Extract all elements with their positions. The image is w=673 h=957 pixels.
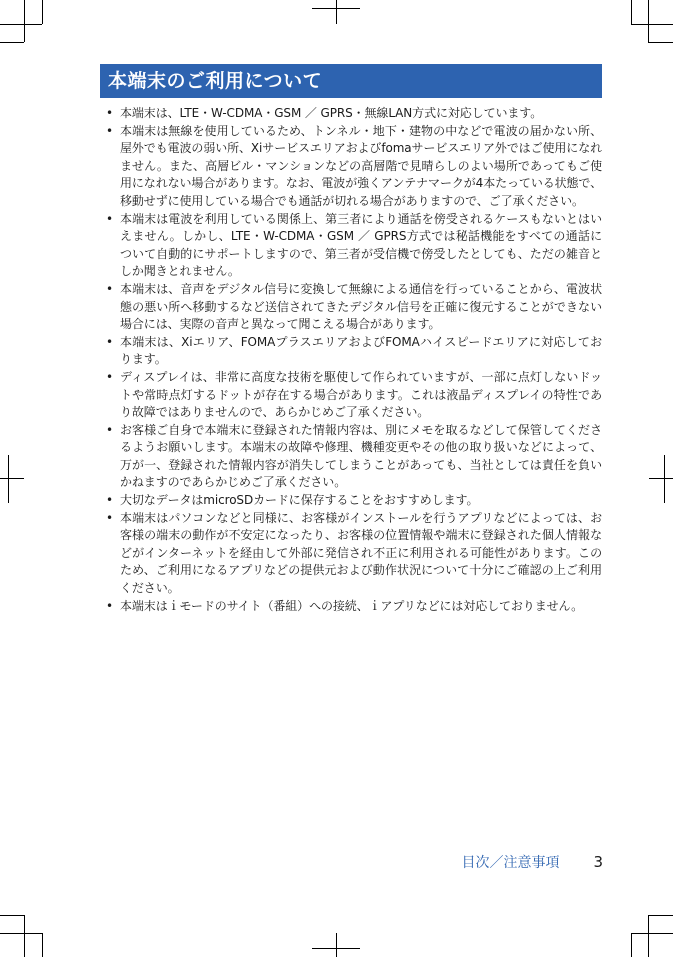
crop-mark bbox=[0, 478, 24, 479]
bullet-icon: • bbox=[106, 211, 113, 226]
crop-mark bbox=[648, 0, 649, 42]
bullet-icon: • bbox=[106, 334, 113, 349]
notes-list bbox=[100, 105, 602, 615]
crop-mark bbox=[631, 0, 632, 24]
crop-mark bbox=[42, 933, 43, 957]
crop-mark bbox=[336, 933, 337, 957]
list-item bbox=[100, 422, 602, 492]
list-item-text: 本端末はｉモードのサイト（番組）への接続、ｉアプリなどには対応しておりません。 bbox=[120, 598, 584, 613]
list-item bbox=[100, 334, 602, 369]
list-item bbox=[100, 510, 602, 598]
crop-mark bbox=[0, 24, 42, 25]
bullet-icon: • bbox=[106, 369, 113, 384]
bullet-icon: • bbox=[106, 106, 113, 120]
crop-mark bbox=[0, 42, 24, 43]
list-item-text: 本端末は、音声をデジタル信号に変換して無線による通信を行っていることから、電波状態の悪い所へ移動するなど送信されてきたデジタル信号を正確に復元することができない場合には、実際の音声と異なって聞こえる場合があります。 bbox=[120, 281, 602, 332]
list-item-text: ディスプレイは、非常に高度な技術を駆使して作られていますが、一部に点灯しないドットや常時点灯するドットが存在する場合があります。これは液晶ディスプレイの特性であり故障ではありませんので、あらかじめご了承ください。 bbox=[120, 369, 602, 420]
list-item-text: お客様ご自身で本端末に登録された情報内容は、別にメモを取るなどして保管してくださるようお願いします。本端末の故障や修理、機種変更やその他の取り扱いなどによって、万が一、登録された情報内容が消失してしまうことがあっても、当社としては責任を負いかねますのであらかじめご了承ください。 bbox=[120, 422, 602, 490]
list-item bbox=[100, 123, 602, 211]
bullet-icon: • bbox=[106, 123, 113, 138]
crop-mark bbox=[631, 24, 673, 25]
crop-mark bbox=[8, 455, 9, 503]
list-item bbox=[100, 492, 602, 510]
crop-mark bbox=[336, 0, 337, 24]
footer-section-link[interactable]: 目次／注意事項 bbox=[461, 855, 560, 871]
list-item bbox=[100, 211, 602, 281]
crop-mark bbox=[648, 915, 649, 957]
list-item-text: 本端末は電波を利用している関係上、第三者により通話を傍受されるケースもないとはいえません。しかし、LTE・W-CDMA・GSM ／ GPRS方式では秘話機能をすべての通話について自動的にサポートしますので、第三者が受信機で傍受したとしても、ただの雑音としか聞きとれません。 bbox=[120, 211, 602, 279]
list-item-text: 大切なデータはmicroSDカードに保存することをおすすめします。 bbox=[120, 493, 479, 508]
crop-mark bbox=[664, 455, 665, 503]
crop-mark bbox=[631, 933, 632, 957]
crop-mark bbox=[0, 915, 24, 916]
bullet-icon: • bbox=[106, 281, 113, 296]
crop-mark bbox=[648, 42, 673, 43]
crop-mark bbox=[312, 948, 360, 949]
list-item-text: 本端末は、Xiエリア、FOMAプラスエリアおよびFOMAハイスピードエリアに対応しております。 bbox=[120, 334, 602, 367]
bullet-icon: • bbox=[106, 493, 113, 508]
crop-mark bbox=[24, 915, 25, 957]
list-item-text: 本端末はパソコンなどと同様に、お客様がインストールを行うアプリなどによっては、お客様の端末の動作が不安定になったり、お客様の位置情報や端末に登録された個人情報などがインターネットを経由して外部に発信され不正に利用される可能性があります。このため、ご利用になるアプリなどの提供元および動作状況について十分にご確認の上ご利用ください。 bbox=[120, 510, 602, 596]
crop-mark bbox=[631, 933, 673, 934]
page-number: 3 bbox=[593, 853, 603, 871]
page-footer bbox=[461, 852, 603, 872]
crop-mark bbox=[24, 0, 25, 42]
section-title: 本端末のご利用について bbox=[108, 69, 323, 92]
list-item bbox=[100, 105, 602, 123]
crop-mark bbox=[42, 0, 43, 24]
crop-mark bbox=[648, 915, 673, 916]
section-heading-band bbox=[100, 64, 602, 98]
list-item bbox=[100, 598, 602, 616]
crop-mark bbox=[649, 478, 673, 479]
bullet-icon: • bbox=[106, 598, 113, 613]
list-item bbox=[100, 281, 602, 334]
list-item-text: 本端末は、LTE・W-CDMA・GSM ／ GPRS・無線LAN方式に対応しています。 bbox=[120, 106, 543, 120]
crop-mark bbox=[312, 8, 360, 9]
bullet-icon: • bbox=[106, 422, 113, 437]
crop-mark bbox=[0, 933, 42, 934]
list-item bbox=[100, 369, 602, 422]
list-item-text: 本端末は無線を使用しているため、トンネル・地下・建物の中などで電波の届かない所、屋外でも電波の弱い所、Xiサービスエリアおよびfomaサービスエリア外ではご使用になれません。また、高層ビル・マンションなどの高層階で見晴らしのよい場所であってもご使用になれない場合があります。なお、電波が強くアンテナマークが4本たっている状態で、移動せずに使用している場合でも通話が切れる場合がありますので、ご了承ください。 bbox=[120, 123, 602, 208]
bullet-icon: • bbox=[106, 510, 113, 525]
